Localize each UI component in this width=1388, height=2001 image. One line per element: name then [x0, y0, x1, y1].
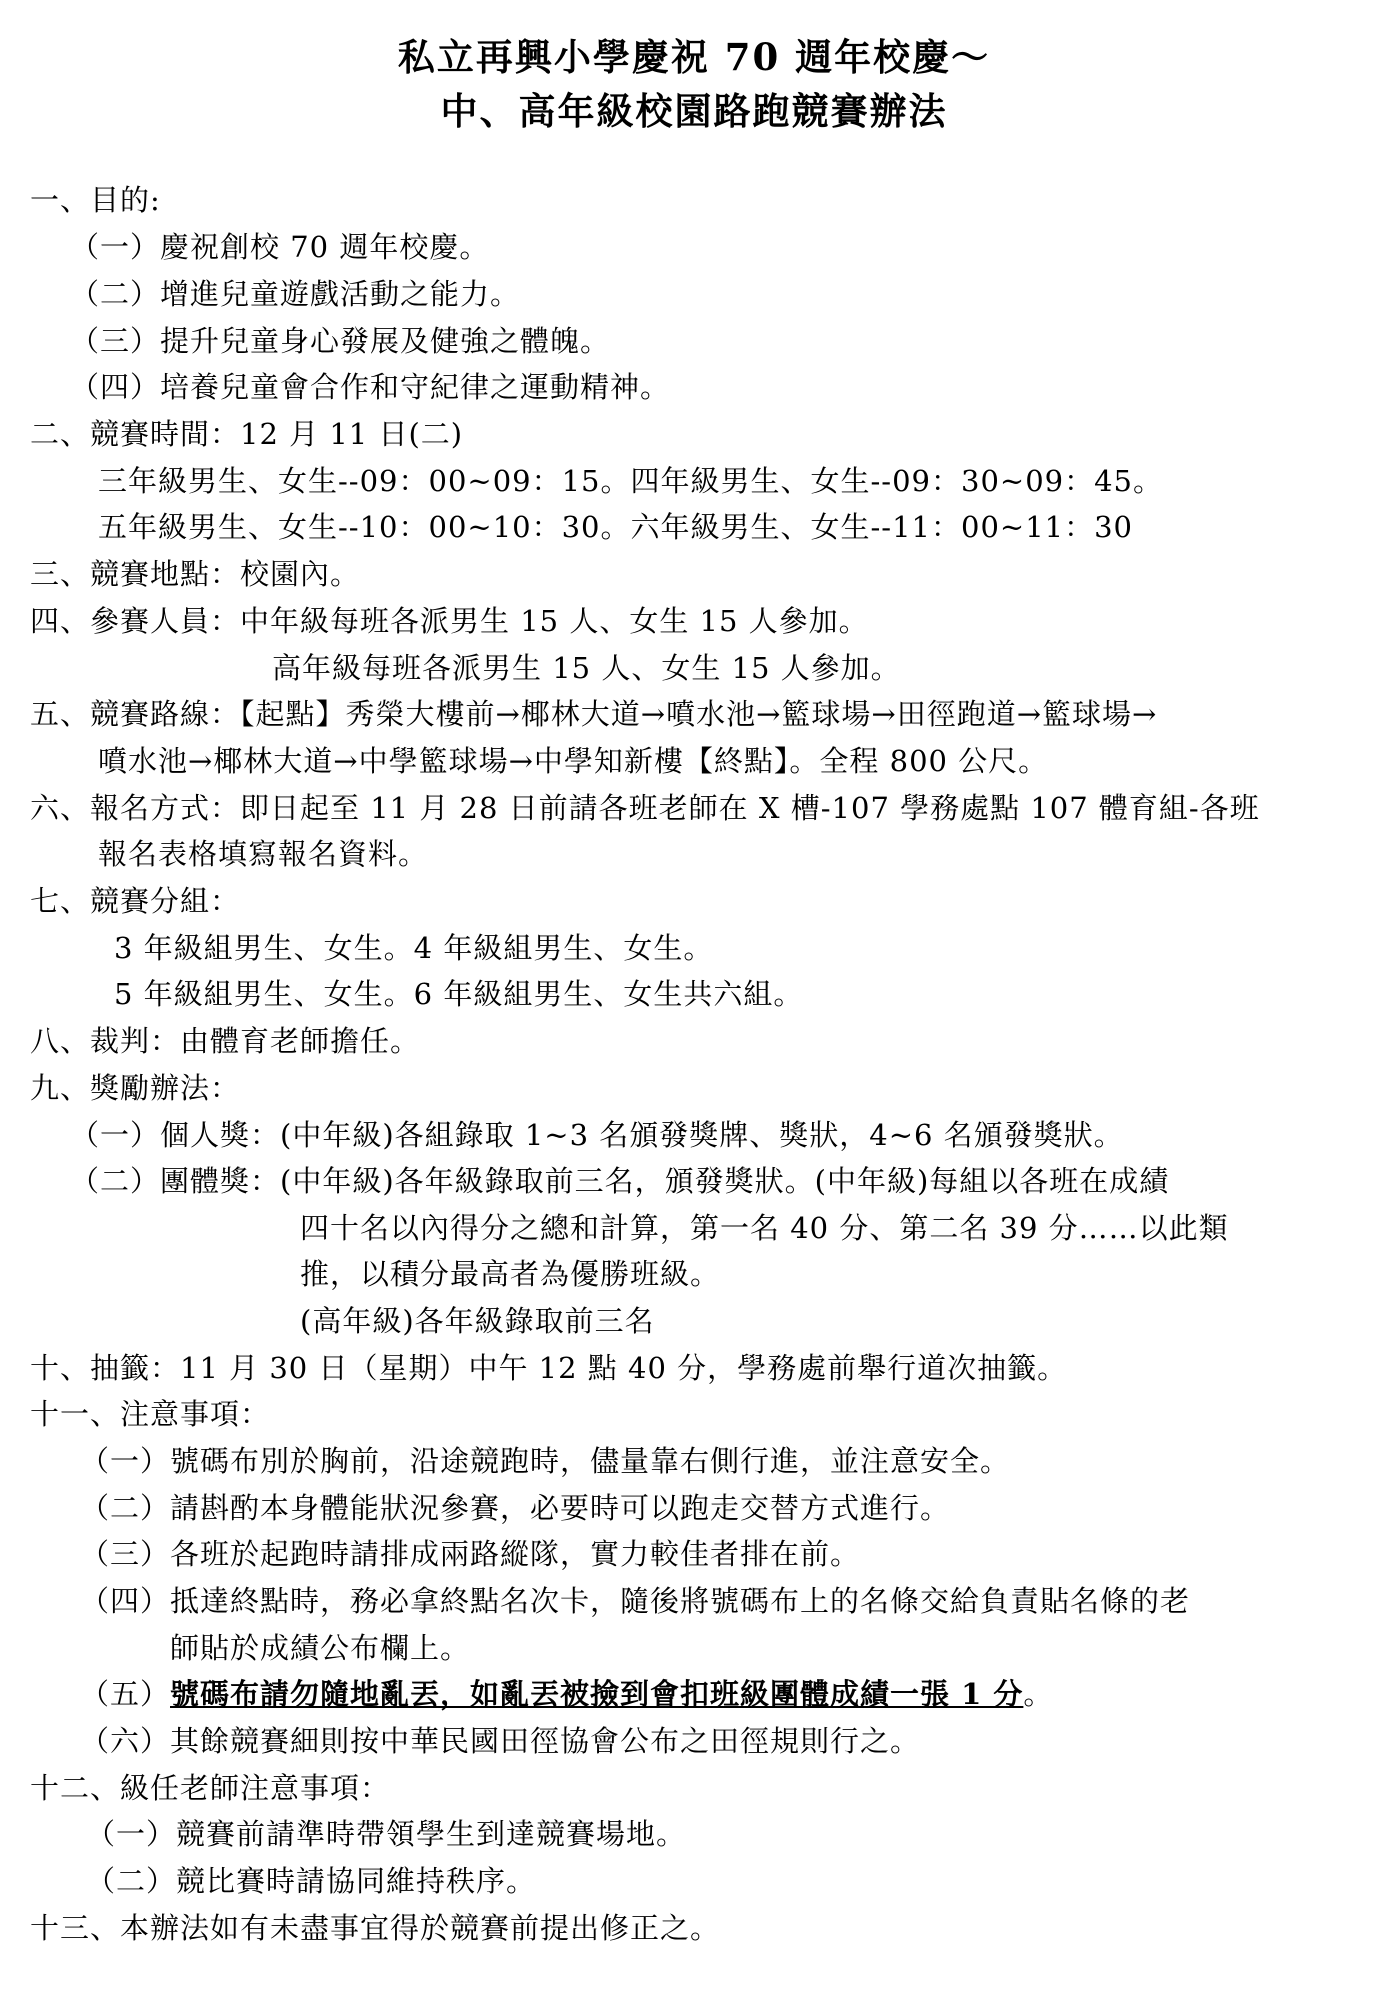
section-4-heading: 四、參賽人員：中年級每班各派男生 15 人、女生 15 人參加。 — [30, 604, 869, 638]
section-8-heading: 八、裁判：由體育老師擔任。 — [30, 1024, 421, 1058]
section-2-heading: 二、競賽時間：12 月 11 日(二) — [30, 417, 464, 451]
section-11-item-5-emphasis: 號碼布請勿隨地亂丟，如亂丟被撿到會扣班級團體成績一張 1 分 — [170, 1677, 1024, 1711]
document-title-line-1: 私立再興小學慶祝 70 週年校慶～ — [397, 35, 991, 79]
section-9-item-2-cont-3: (高年級)各年級錄取前三名 — [300, 1304, 655, 1338]
section-4-line-2: 高年級每班各派男生 15 人、女生 15 人參加。 — [272, 651, 901, 685]
section-10-heading: 十、抽籤：11 月 30 日（星期）中午 12 點 40 分，學務處前舉行道次抽籤。 — [30, 1351, 1068, 1385]
section-11-item-4: （四）抵達終點時，務必拿終點名次卡，隨後將號碼布上的名條交給負責貼名條的老 — [80, 1584, 1191, 1618]
section-5-line-2: 噴水池→椰林大道→中學籃球場→中學知新樓【終點】。全程 800 公尺。 — [98, 744, 1049, 778]
section-13-heading: 十三、本辦法如有未盡事宜得於競賽前提出修正之。 — [30, 1911, 721, 1945]
section-11-item-3: （三）各班於起跑時請排成兩路縱隊，實力較佳者排在前。 — [80, 1537, 861, 1571]
section-11-item-5-prefix: （五） — [80, 1677, 171, 1711]
section-6-line-2: 報名表格填寫報名資料。 — [98, 837, 429, 871]
section-11-heading: 十一、注意事項： — [30, 1397, 271, 1431]
section-1-item-3: （三）提升兒童身心發展及健強之體魄。 — [70, 324, 611, 358]
section-9-item-2: （二）團體獎：(中年級)各年級錄取前三名，頒發獎狀。(中年級)每組以各班在成績 — [70, 1164, 1170, 1198]
section-11-item-4-cont: 師貼於成績公布欄上。 — [170, 1631, 471, 1665]
section-6-line-1: 六、報名方式：即日起至 11 月 28 日前請各班老師在 X 槽-107 學務處點 107 體育組-各班 — [30, 791, 1260, 825]
section-1-heading: 一、目的: — [30, 183, 161, 217]
section-1-item-4: （四）培養兒童會合作和守紀律之運動精神。 — [70, 370, 671, 404]
section-12-heading: 十二、級任老師注意事項： — [30, 1771, 391, 1805]
section-7-heading: 七、競賽分組： — [30, 884, 241, 918]
section-7-line-2: 5 年級組男生、女生。6 年級組男生、女生共六組。 — [114, 977, 804, 1011]
section-12-item-1: （一）競賽前請準時帶領學生到達競賽場地。 — [86, 1817, 687, 1851]
section-9-item-2-cont-2: 推，以積分最高者為優勝班級。 — [300, 1257, 721, 1291]
section-7-line-1: 3 年級組男生、女生。4 年級組男生、女生。 — [114, 931, 714, 965]
section-9-heading: 九、獎勵辦法： — [30, 1071, 241, 1105]
section-9-item-2-cont-1: 四十名以內得分之總和計算，第一名 40 分、第二名 39 分……以此類 — [300, 1211, 1229, 1245]
section-1-item-1: （一）慶祝創校 70 週年校慶。 — [70, 230, 490, 264]
section-2-line-2: 五年級男生、女生--10：00~10：30。六年級男生、女生--11：00~11：30 — [98, 510, 1134, 544]
section-11-item-2: （二）請斟酌本身體能狀況參賽，必要時可以跑走交替方式進行。 — [80, 1491, 951, 1525]
section-11-item-5 — [80, 1674, 1053, 1714]
section-11-item-6: （六）其餘競賽細則按中華民國田徑協會公布之田徑規則行之。 — [80, 1724, 921, 1758]
section-5-line-1: 五、競賽路線：【起點】秀榮大樓前→椰林大道→噴水池→籃球場→田徑跑道→籃球場→ — [30, 697, 1158, 731]
section-12-item-2: （二）競比賽時請協同維持秩序。 — [86, 1864, 537, 1898]
section-9-item-1: （一）個人獎：(中年級)各組錄取 1~3 名頒發獎牌、獎狀，4~6 名頒發獎狀。 — [70, 1118, 1124, 1152]
section-3-heading: 三、競賽地點：校園內。 — [30, 557, 361, 591]
section-2-line-1: 三年級男生、女生--09：00~09：15。四年級男生、女生--09：30~09：45。 — [98, 464, 1164, 498]
document-title-line-2: 中、高年級校園路跑競賽辦法 — [440, 89, 948, 133]
section-11-item-1: （一）號碼布別於胸前，沿途競跑時，儘量靠右側行進，並注意安全。 — [80, 1444, 1011, 1478]
section-11-item-5-suffix: 。 — [1023, 1677, 1054, 1711]
section-1-item-2: （二）增進兒童遊戲活動之能力。 — [70, 277, 521, 311]
